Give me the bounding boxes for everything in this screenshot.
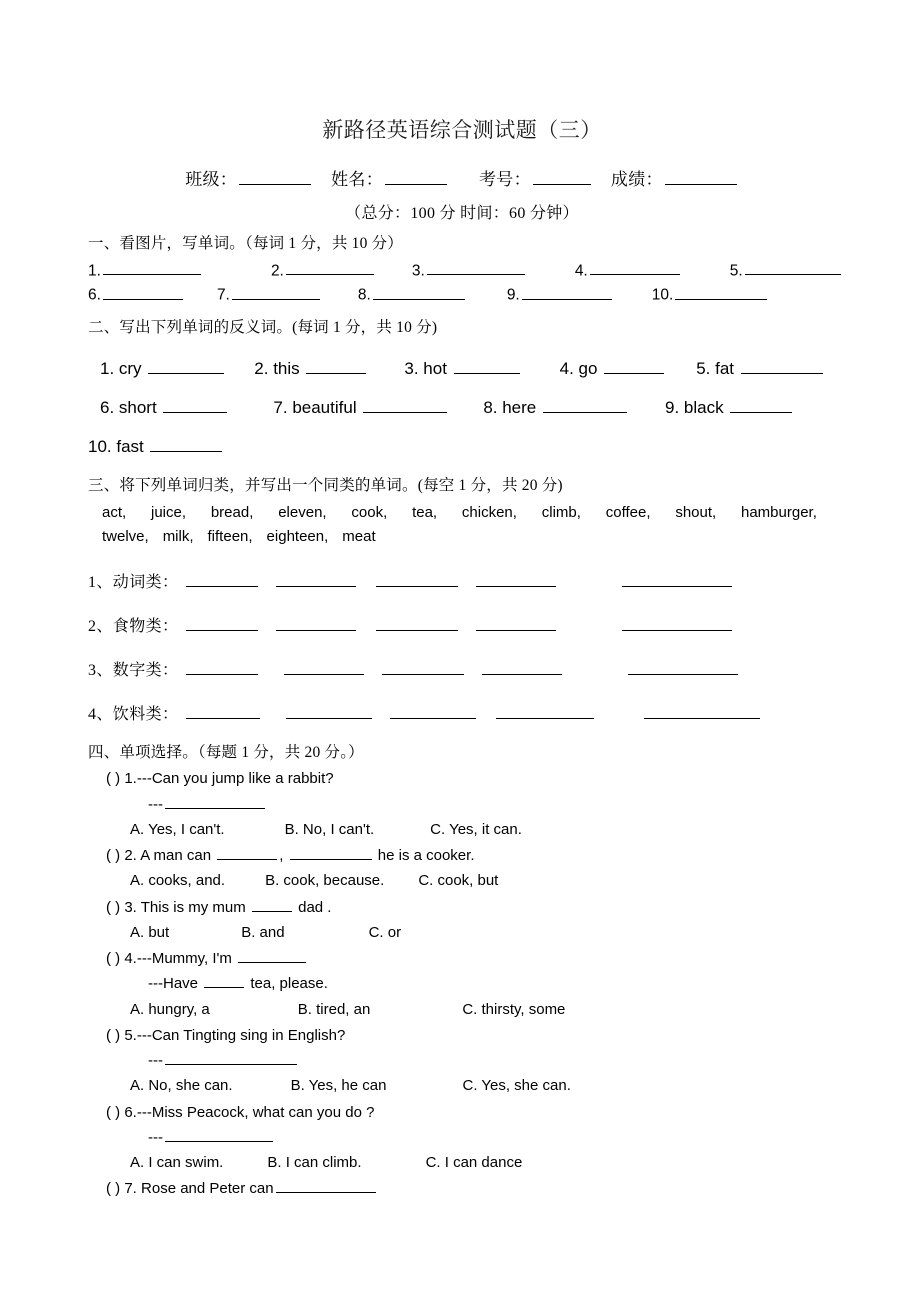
exam-no-label: 考号： [479, 170, 531, 190]
option[interactable]: A. Yes, I can't. [130, 820, 225, 838]
question-blank[interactable] [276, 1178, 376, 1193]
word-bank-word: coffee, [605, 504, 651, 522]
category-label: 2、食物类： [88, 617, 179, 635]
question-sub-line [88, 972, 836, 995]
word-bank-line [102, 501, 817, 524]
item-number: 2. [270, 262, 284, 280]
question-text: ---Can Tingting sing in English? [136, 1026, 346, 1044]
category-blank[interactable] [390, 703, 476, 719]
section1-blank[interactable] [103, 260, 201, 276]
question-blank[interactable] [252, 896, 292, 911]
section2-blank[interactable] [150, 435, 222, 452]
question-options [88, 869, 836, 892]
question-sub-line [88, 1126, 836, 1149]
section1-heading: 一、看图片，写单词。（每词 1 分，共 10 分） [88, 235, 404, 253]
question-text: A man can [136, 847, 216, 865]
word-bank-word: bread, [210, 504, 254, 522]
question-options [88, 921, 836, 944]
option[interactable]: B. cook, because. [265, 872, 385, 890]
item-number: 8. [357, 287, 371, 305]
option[interactable]: A. I can swim. [130, 1154, 224, 1172]
category-label: 3、数字类： [88, 661, 179, 679]
item-word: 2. this [254, 358, 305, 378]
category-blank[interactable] [376, 571, 458, 587]
section1-item [88, 260, 203, 281]
section2-item [88, 435, 224, 457]
option[interactable]: C. Yes, she can. [462, 1077, 571, 1095]
category-label: 1、动词类： [88, 573, 179, 591]
option[interactable]: B. Yes, he can [290, 1077, 387, 1095]
word-bank-word: chicken, [461, 504, 517, 522]
question-number: 7. [120, 1180, 137, 1198]
question-number: 2. [120, 847, 137, 865]
section1-blank[interactable] [675, 284, 767, 300]
question-text: ---Mummy, I'm [136, 950, 237, 968]
section2-item [273, 396, 449, 418]
question-sub-line [88, 793, 836, 816]
question-sub-line [88, 1049, 836, 1072]
question-blank[interactable] [165, 793, 265, 808]
option[interactable]: A. but [130, 923, 170, 941]
section2-row-3 [88, 435, 836, 457]
section1-item [575, 260, 682, 281]
class-label: 班级： [185, 170, 238, 190]
question-number: 1. [120, 770, 137, 788]
question-text: , [279, 847, 288, 865]
option[interactable]: C. thirsty, some [462, 1000, 566, 1018]
item-word: 5. fat [696, 358, 739, 378]
item-word: 6. short [100, 397, 162, 417]
category-blank[interactable] [186, 615, 258, 631]
name-label: 姓名： [331, 170, 383, 190]
option[interactable]: C. cook, but [418, 872, 499, 890]
word-bank-word: climb, [541, 504, 581, 522]
option[interactable]: B. tired, an [297, 1000, 371, 1018]
section2-blank[interactable] [741, 357, 823, 374]
item-word: 9. black [664, 397, 729, 417]
item-number: 6. [88, 287, 101, 305]
score-time-line: （总分：100 分 时间：60 分钟） [345, 205, 579, 223]
question-stem [88, 767, 836, 790]
category-blank[interactable] [286, 703, 372, 719]
section1-blank[interactable] [103, 284, 183, 300]
category-blank[interactable] [186, 659, 258, 675]
word-bank-word: shout, [675, 504, 717, 522]
page-content [88, 0, 836, 1201]
answer-paren[interactable]: ( ) [106, 1026, 121, 1044]
word-bank-word: twelve, [102, 527, 149, 545]
category-blank[interactable] [382, 659, 464, 675]
question-stem [88, 896, 836, 919]
word-bank-word: meat [342, 527, 376, 545]
section2-item [100, 396, 229, 418]
section1-row-2 [88, 284, 836, 305]
question-number: 4. [120, 950, 137, 968]
section1-blank[interactable] [427, 260, 525, 276]
word-bank-word: hamburger, [741, 504, 817, 522]
question-number: 6. [120, 1103, 137, 1121]
option[interactable]: B. I can climb. [267, 1154, 362, 1172]
item-word: 1. cry [100, 358, 147, 378]
section2-item [560, 357, 667, 379]
section2-blank[interactable] [730, 396, 792, 413]
category-row [88, 701, 836, 724]
section3-heading: 三、将下列单词归类，并写出一个同类的单词。(每空 1 分，共 20 分) [88, 476, 563, 494]
category-label: 4、饮料类： [88, 705, 179, 723]
word-bank-word: eleven, [278, 504, 327, 522]
section1-item [271, 260, 376, 281]
question-text: ---Can you jump like a rabbit? [136, 770, 334, 788]
question-options [88, 998, 836, 1021]
option[interactable]: A. No, she can. [130, 1077, 233, 1095]
student-info-line [88, 165, 836, 190]
word-bank-line [102, 525, 832, 548]
item-number: 5. [729, 262, 743, 280]
question-text: dad . [293, 898, 332, 916]
question-stem [88, 1024, 836, 1047]
section1-blank[interactable] [232, 284, 320, 300]
section1-blank[interactable] [590, 260, 680, 276]
section2-item [254, 357, 368, 379]
question-options [88, 1151, 836, 1174]
item-number: 4. [574, 262, 588, 280]
option[interactable]: A. cooks, and. [130, 872, 226, 890]
word-bank-word: eighteen, [266, 527, 329, 545]
question-stem [88, 1177, 836, 1200]
question-stem [88, 947, 836, 970]
class-blank[interactable] [239, 168, 311, 185]
section1-item [358, 284, 467, 305]
option[interactable]: B. and [241, 923, 285, 941]
category-blank[interactable] [482, 659, 562, 675]
section3-word-bank [88, 501, 832, 548]
section2-blank[interactable] [363, 396, 447, 413]
score-blank[interactable] [665, 168, 737, 185]
question-number: 3. [120, 898, 137, 916]
category-row [88, 569, 836, 592]
section1-blank[interactable] [745, 260, 841, 276]
section1-item [507, 284, 614, 305]
section2-blank[interactable] [454, 357, 520, 374]
answer-paren[interactable]: ( ) [106, 950, 121, 968]
section1-blank[interactable] [373, 284, 465, 300]
section1-blank[interactable] [286, 260, 374, 276]
question-number: 5. [120, 1026, 137, 1044]
item-word: 10. fast [88, 436, 149, 456]
section2-item [404, 357, 521, 379]
item-word: 4. go [559, 358, 603, 378]
section2-row-2 [88, 396, 836, 418]
section2-item [100, 357, 226, 379]
question-text: ---Have [148, 975, 203, 993]
item-word: 3. hot [404, 358, 452, 378]
word-bank-word: tea, [412, 504, 438, 522]
option[interactable]: C. or [368, 923, 402, 941]
section1-item [412, 260, 527, 281]
page-title: 新路径英语综合测试题（三） [322, 118, 602, 142]
category-row [88, 657, 836, 680]
section2-row-1 [88, 357, 836, 379]
word-bank-word: cook, [351, 504, 388, 522]
item-number: 3. [411, 262, 425, 280]
section2-item [483, 396, 629, 418]
section1-blank[interactable] [522, 284, 612, 300]
section2-blank[interactable] [148, 357, 224, 374]
category-blank[interactable] [186, 703, 260, 719]
question-text: ---Miss Peacock, what can you do ? [136, 1103, 375, 1121]
score-label: 成绩： [610, 170, 663, 190]
answer-paren[interactable]: ( ) [106, 847, 121, 865]
section2-heading: 二、写出下列单词的反义词。(每词 1 分，共 10 分) [88, 319, 438, 337]
word-bank-word: milk, [162, 527, 194, 545]
option[interactable]: B. No, I can't. [284, 820, 375, 838]
section2-blank[interactable] [543, 396, 627, 413]
category-blank[interactable] [628, 659, 738, 675]
section3-categories [88, 569, 836, 724]
answer-paren[interactable]: ( ) [106, 1180, 121, 1198]
category-blank[interactable] [622, 615, 732, 631]
category-blank[interactable] [644, 703, 760, 719]
item-number: 7. [216, 287, 230, 305]
section2-blank[interactable] [306, 357, 366, 374]
exam-no-blank[interactable] [533, 168, 591, 185]
section1-row-1 [88, 260, 836, 281]
answer-paren[interactable]: ( ) [106, 1103, 121, 1121]
dash-prefix: --- [148, 1128, 163, 1146]
section4-heading: 四、单项选择。（每题 1 分，共 20 分。） [88, 743, 364, 761]
section2-item [696, 357, 825, 379]
section1-item [88, 284, 185, 305]
section2-blank[interactable] [163, 396, 227, 413]
category-blank[interactable] [476, 615, 556, 631]
category-blank[interactable] [276, 571, 356, 587]
question-text: tea, please. [246, 975, 328, 993]
question-blank[interactable] [290, 845, 372, 860]
item-number: 10. [651, 287, 674, 305]
section2-item [665, 396, 794, 418]
category-blank[interactable] [284, 659, 364, 675]
answer-paren[interactable]: ( ) [106, 898, 121, 916]
name-blank[interactable] [385, 168, 447, 185]
question-text: This is my mum [136, 898, 250, 916]
category-blank[interactable] [276, 615, 356, 631]
question-blank[interactable] [165, 1050, 297, 1065]
section4-questions [88, 767, 836, 1200]
item-word: 7. beautiful [273, 397, 362, 417]
word-bank-word: juice, [151, 504, 187, 522]
question-options [88, 1074, 836, 1097]
section1-item [730, 260, 843, 281]
option[interactable]: C. I can dance [425, 1154, 523, 1172]
answer-paren[interactable]: ( ) [106, 770, 121, 788]
question-stem [88, 1101, 836, 1124]
category-row [88, 613, 836, 636]
item-number: 9. [506, 287, 520, 305]
question-blank[interactable] [204, 973, 244, 988]
dash-prefix: --- [148, 1052, 163, 1070]
item-word: 8. here [483, 397, 541, 417]
question-text: he is a cooker. [373, 847, 475, 865]
question-stem [88, 844, 836, 867]
question-blank[interactable] [238, 948, 306, 963]
option[interactable]: C. Yes, it can. [430, 820, 522, 838]
section2-blank[interactable] [604, 357, 664, 374]
question-blank[interactable] [217, 845, 277, 860]
word-bank-word: act, [102, 504, 127, 522]
option[interactable]: A. hungry, a [130, 1000, 210, 1018]
dash-prefix: --- [148, 795, 163, 813]
category-blank[interactable] [376, 615, 458, 631]
section1-item [217, 284, 322, 305]
category-blank[interactable] [476, 571, 556, 587]
item-number: 1. [88, 262, 101, 280]
question-options [88, 818, 836, 841]
category-blank[interactable] [186, 571, 258, 587]
category-blank[interactable] [622, 571, 732, 587]
section1-item [652, 284, 770, 305]
question-text: Rose and Peter can [136, 1180, 274, 1198]
word-bank-word: fifteen, [207, 527, 253, 545]
question-blank[interactable] [165, 1127, 273, 1142]
category-blank[interactable] [496, 703, 594, 719]
